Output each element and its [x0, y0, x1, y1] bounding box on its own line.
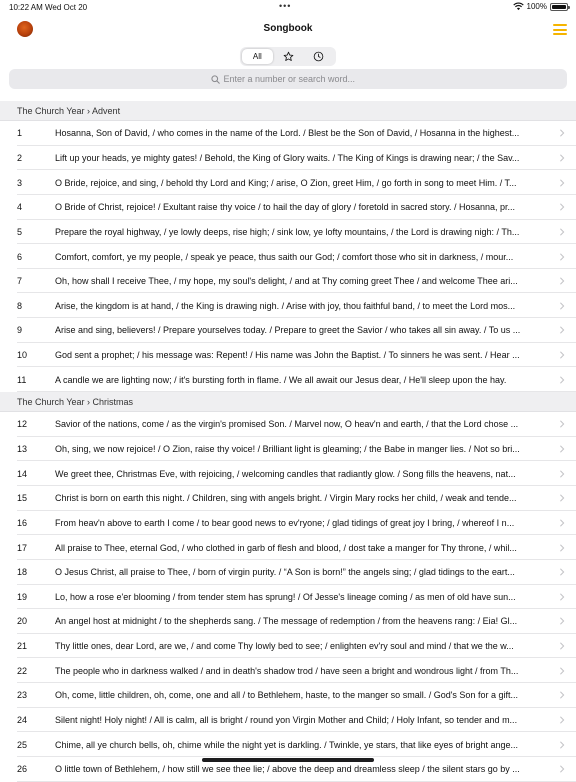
song-first-line: Christ is born on earth this night. / Children, sing with angels bright. / Virgin Mary rocks her child, / weak and tende... [55, 493, 517, 504]
status-bar [0, 0, 576, 16]
song-first-line: Oh, sing, we now rejoice! / O Zion, raise thy voice! / Brilliant light is gleaming; / the Babe in manger lies. / Not so bri... [55, 444, 520, 454]
song-number: 8 [17, 300, 23, 311]
home-indicator[interactable] [202, 758, 374, 762]
chevron-right-icon [559, 376, 565, 384]
search-input[interactable] [224, 74, 366, 84]
song-first-line: God sent a prophet; / his message was: Repent! / His name was John the Baptist. / To sinners he was sent. / Hear ... [55, 350, 520, 361]
song-number: 11 [17, 374, 27, 385]
chevron-right-icon [559, 326, 565, 334]
song-row[interactable] [0, 170, 576, 195]
song-first-line: All praise to Thee, eternal God, / who clothed in garb of flesh and blood, / dost take a manger for Thy throne, / whil... [55, 542, 517, 553]
song-number: 10 [17, 350, 28, 361]
song-row[interactable] [0, 412, 576, 437]
chevron-right-icon [559, 741, 565, 749]
chevron-right-icon [559, 642, 565, 650]
chevron-right-icon [559, 179, 565, 187]
song-first-line: O little town of Bethlehem, / how still we see thee lie; / above the deep and dreamless sleep / the silent stars go by ... [55, 764, 520, 775]
song-number: 24 [17, 715, 28, 726]
song-first-line: Savior of the nations, come / as the virgin's promised Son. / Marvel now, O heav'n and earth, / that the Lord chose ... [55, 419, 519, 430]
song-first-line: We greet thee, Christmas Eve, with rejoicing, / welcoming candles that radiantly glow. / Song fills the heavens, nat... [55, 468, 516, 479]
song-first-line: Comfort, comfort, ye my people, / speak ye peace, thus saith our God; / comfort those who sit in darkness, / mour... [55, 251, 514, 262]
song-number: 15 [17, 493, 28, 504]
song-first-line: O Jesus Christ, all praise to Thee, / born of virgin purity. / “A Son is born!” the angels sing; / glad tidings to the eart... [55, 567, 515, 578]
filter-recent-tab[interactable] [303, 49, 334, 64]
song-number: 5 [17, 226, 23, 237]
status-date: Wed Oct 20 [45, 3, 88, 12]
song-row[interactable] [0, 367, 576, 392]
page-title: Songbook [263, 23, 313, 34]
chevron-right-icon [559, 716, 565, 724]
chevron-right-icon [559, 203, 565, 211]
song-first-line: Lift up your heads, ye mighty gates! / Behold, the King of Glory waits. / The King of Kings is drawing near; / the Sav... [55, 152, 520, 163]
song-row[interactable] [0, 318, 576, 343]
song-number: 22 [17, 665, 28, 676]
status-right [513, 2, 568, 11]
battery-icon [550, 3, 568, 11]
multitasking-dots-icon[interactable]: ••• [279, 1, 292, 11]
song-row[interactable] [0, 121, 576, 146]
song-row[interactable] [0, 146, 576, 171]
song-row[interactable] [0, 244, 576, 269]
song-first-line: Silent night! Holy night! / All is calm, all is bright / round yon Virgin Mother and Child; / Holy Infant, so tender and m... [55, 715, 518, 726]
song-row[interactable] [0, 486, 576, 511]
song-row[interactable] [0, 437, 576, 462]
star-icon [283, 51, 294, 62]
song-row[interactable] [0, 683, 576, 708]
song-first-line: Arise, the kingdom is at hand, / the King is drawing nigh. / Arise with joy, thou faithful band, / to meet the Lord mos... [55, 300, 516, 311]
wifi-icon [513, 2, 524, 11]
song-row[interactable] [0, 461, 576, 486]
song-row[interactable] [0, 269, 576, 294]
chevron-right-icon [559, 593, 565, 601]
song-number: 18 [17, 567, 28, 578]
song-row[interactable] [0, 511, 576, 536]
chevron-right-icon [559, 470, 565, 478]
search-bar[interactable] [9, 69, 567, 89]
song-number: 23 [17, 690, 28, 701]
chevron-right-icon [559, 445, 565, 453]
song-row[interactable] [0, 609, 576, 634]
song-number: 17 [17, 542, 28, 553]
song-number: 25 [17, 739, 28, 750]
song-list[interactable] [0, 101, 576, 775]
song-number: 7 [17, 276, 23, 287]
song-number: 19 [17, 591, 28, 602]
song-number: 9 [17, 325, 23, 336]
song-first-line: Hosanna, Son of David, / who comes in the name of the Lord. / Blest be the Son of David, / Hosanna in the highest... [55, 128, 520, 139]
song-row[interactable] [0, 343, 576, 368]
song-number: 26 [17, 764, 28, 775]
song-row[interactable] [0, 560, 576, 585]
clock-icon [313, 51, 324, 62]
song-row[interactable] [0, 535, 576, 560]
section-header-advent: The Church Year › Advent [0, 101, 576, 121]
song-first-line: Prepare the royal highway, / ye lowly deeps, rise high; / sink low, ye lofty mountains, / the Lord is drawing nigh: / Th... [55, 226, 520, 237]
song-number: 20 [17, 616, 28, 627]
chevron-right-icon [559, 544, 565, 552]
chevron-right-icon [559, 253, 565, 261]
battery-percent: 100% [526, 2, 547, 11]
chevron-right-icon [559, 129, 565, 137]
filter-favorites-tab[interactable] [273, 49, 304, 64]
song-number: 14 [17, 468, 28, 479]
song-first-line: A candle we are lighting now; / it's bursting forth in flame. / We all await our Jesus dear, / He'll sleep upon the hay. [55, 374, 507, 385]
status-time: 10:22 AM [9, 3, 43, 12]
chevron-right-icon [559, 494, 565, 502]
chevron-right-icon [559, 351, 565, 359]
filter-all-tab[interactable]: All [242, 49, 273, 64]
nav-bar [0, 16, 576, 42]
song-number: 12 [17, 419, 28, 430]
chevron-right-icon [559, 691, 565, 699]
chevron-right-icon [559, 568, 565, 576]
song-number: 3 [17, 177, 23, 188]
chevron-right-icon [559, 420, 565, 428]
song-number: 21 [17, 641, 28, 652]
song-first-line: Lo, how a rose e'er blooming / from tender stem has sprung! / Of Jesse's lineage coming / as men of old have sun... [55, 591, 516, 602]
filter-segmented-control [240, 47, 336, 66]
chevron-right-icon [559, 617, 565, 625]
song-row[interactable] [0, 732, 576, 757]
chevron-right-icon [559, 277, 565, 285]
chevron-right-icon [559, 519, 565, 527]
section-christmas-rows [0, 412, 576, 782]
search-icon [211, 75, 220, 84]
chevron-right-icon [559, 228, 565, 236]
song-row[interactable] [0, 220, 576, 245]
menu-icon[interactable] [553, 24, 567, 35]
chevron-right-icon [559, 667, 565, 675]
song-row[interactable] [0, 658, 576, 683]
song-row[interactable] [0, 585, 576, 610]
song-number: 13 [17, 444, 28, 454]
song-first-line: O Bride, rejoice, and sing, / behold thy Lord and King; / arise, O Zion, greet Him, / go forth in song to meet Him. / T... [55, 177, 517, 188]
song-number: 1 [17, 128, 23, 139]
section-header-christmas: The Church Year › Christmas [0, 392, 576, 412]
chevron-right-icon [559, 765, 565, 773]
song-first-line: The people who in darkness walked / and in death's shadow trod / have seen a bright and wondrous light / from Th... [55, 665, 519, 676]
song-number: 16 [17, 517, 28, 528]
song-first-line: An angel host at midnight / to the shepherds sang. / The message of redemption / from the heavens rang: / Eia! Gl... [55, 616, 518, 627]
chevron-right-icon [559, 302, 565, 310]
chevron-right-icon [559, 154, 565, 162]
song-row[interactable] [0, 293, 576, 318]
song-row[interactable] [0, 634, 576, 659]
song-first-line: Oh, how shall I receive Thee, / my hope, my soul's delight, / and at Thy coming greet Thee / and welcome Thee ari... [55, 276, 518, 287]
song-first-line: Thy little ones, dear Lord, are we, / and come Thy lowly bed to see; / enlighten ev'ry soul and mind / that we the w... [55, 641, 514, 652]
song-first-line: Oh, come, little children, oh, come, one and all / to Bethlehem, haste, to the manger so small. / God's Son for a gift... [55, 690, 518, 701]
song-number: 6 [17, 251, 23, 262]
song-first-line: Chime, all ye church bells, oh, chime while the night yet is darkling. / Twinkle, ye stars, that like eyes of bright ange... [55, 739, 519, 750]
song-number: 2 [17, 152, 23, 163]
song-number: 4 [17, 202, 23, 213]
song-row[interactable] [0, 708, 576, 733]
song-first-line: Arise and sing, believers! / Prepare yourselves today. / Prepare to greet the Savior / who takes all sin away. / To us ... [55, 325, 521, 336]
section-advent-rows [0, 121, 576, 392]
song-first-line: O Bride of Christ, rejoice! / Exultant raise thy voice / to hail the day of glory / foretold in sacred story. / Hosanna, pr... [55, 202, 516, 213]
song-row[interactable] [0, 195, 576, 220]
song-first-line: From heav'n above to earth I come / to bear good news to ev'ryone; / glad tidings of great joy I bring, / whereof I n... [55, 517, 515, 528]
